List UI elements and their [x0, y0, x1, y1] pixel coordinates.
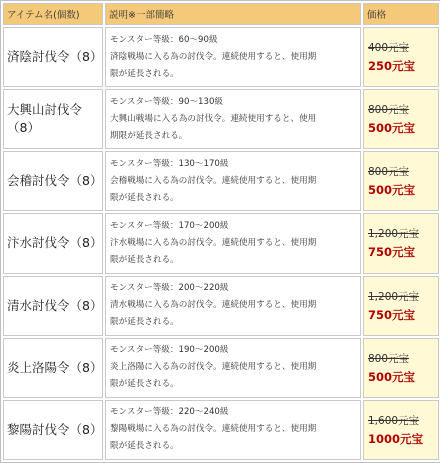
item-price-cell: [363, 338, 439, 398]
item-name-cell: [3, 276, 103, 336]
item-price-cell: [363, 151, 439, 211]
item-description-cell: [105, 400, 361, 460]
table-row: [3, 89, 439, 149]
monster-level: モンスター等級：200〜220級: [110, 283, 229, 294]
table-row: [3, 213, 439, 273]
sale-price: 750元宝: [368, 245, 416, 260]
item-name-cell: [3, 400, 103, 460]
sale-price: 500元宝: [368, 183, 416, 198]
item-price-cell: [363, 276, 439, 336]
item-price-cell: [363, 400, 439, 460]
item-name-cell: [3, 27, 103, 87]
item-description-cell: [105, 338, 361, 398]
description-line-2: 限が延長される。: [110, 68, 179, 79]
original-price: 1,200元宝: [368, 228, 420, 241]
item-name: 炎上洛陽令（8）: [7, 359, 103, 375]
table-row: [3, 338, 439, 398]
sale-price: 750元宝: [368, 307, 416, 322]
item-description-cell: [105, 151, 361, 211]
original-price: 800元宝: [368, 166, 410, 179]
item-name: 黎陽討伐令（8）: [7, 421, 103, 437]
item-description-cell: [105, 276, 361, 336]
item-description-cell: [105, 89, 361, 149]
description-line-2: 限が延長される。: [110, 441, 179, 452]
header-item-name: アイテム名(個数): [3, 3, 103, 25]
original-price: 800元宝: [368, 352, 410, 365]
table-row: [3, 400, 439, 460]
item-name-cell: [3, 338, 103, 398]
table-body: [3, 27, 439, 460]
sale-price: 500元宝: [368, 121, 416, 136]
header-description: 説明※一部簡略: [105, 3, 361, 25]
table-row: [3, 151, 439, 211]
item-price-cell: [363, 27, 439, 87]
item-name-cell: [3, 89, 103, 149]
description-line-2: 限が延長される。: [110, 379, 179, 390]
monster-level: モンスター等級：90〜130級: [110, 96, 224, 107]
item-description-cell: [105, 27, 361, 87]
original-price: 1,200元宝: [368, 290, 420, 303]
description-line-2: 期限が延長される。: [110, 130, 188, 141]
monster-level: モンスター等級：130〜170級: [110, 158, 229, 169]
description-line-2: 限が延長される。: [110, 254, 179, 265]
table-row: [3, 27, 439, 87]
monster-level: モンスター等級：190〜200級: [110, 345, 229, 356]
sale-price: 250元宝: [368, 59, 416, 74]
original-price: 1,600元宝: [368, 414, 420, 427]
item-name: 汴水討伐令（8）: [7, 235, 103, 251]
description-line-2: 限が延長される。: [110, 317, 179, 328]
item-name: 済陰討伐令（8）: [7, 49, 103, 65]
description-line-1: 汴水戦場に入る為の討伐令。連続使用すると、使用期: [110, 237, 317, 248]
item-name: 大興山討伐令（8）: [7, 102, 83, 136]
monster-level: モンスター等級：220〜240級: [110, 407, 229, 418]
item-name-cell: [3, 151, 103, 211]
table-header-row: [3, 3, 439, 25]
sale-price: 1000元宝: [368, 431, 424, 446]
item-price-cell: [363, 213, 439, 273]
monster-level: モンスター等級：170〜200級: [110, 220, 229, 231]
monster-level: モンスター等級：60〜90級: [110, 34, 218, 45]
description-line-1: 炎上洛陽に入る為の討伐令。連続使用すると、使用期: [110, 362, 317, 373]
item-name: 清水討伐令（8）: [7, 297, 103, 313]
sale-price: 500元宝: [368, 369, 416, 384]
table-row: [3, 276, 439, 336]
item-description-cell: [105, 213, 361, 273]
description-line-1: 清水戦場に入る為の討伐令。連続使用すると、使用期: [110, 300, 317, 311]
original-price: 800元宝: [368, 104, 410, 117]
description-line-2: 限が延長される。: [110, 192, 179, 203]
description-line-1: 会稽戦場に入る為の討伐令。連続使用すると、使用期: [110, 175, 317, 186]
description-line-1: 大興山戦場に入る為の討伐令。連続使用すると、使用: [110, 113, 317, 124]
item-price-cell: [363, 89, 439, 149]
original-price: 400元宝: [368, 42, 410, 55]
description-line-1: 済陰戦場に入る為の討伐令。連続使用すると、使用期: [110, 51, 317, 62]
item-name-cell: [3, 213, 103, 273]
header-price: 価格: [363, 3, 439, 25]
description-line-1: 黎陽戦場に入る為の討伐令。連続使用すると、使用期: [110, 424, 317, 435]
item-name: 会稽討伐令（8）: [7, 173, 103, 189]
